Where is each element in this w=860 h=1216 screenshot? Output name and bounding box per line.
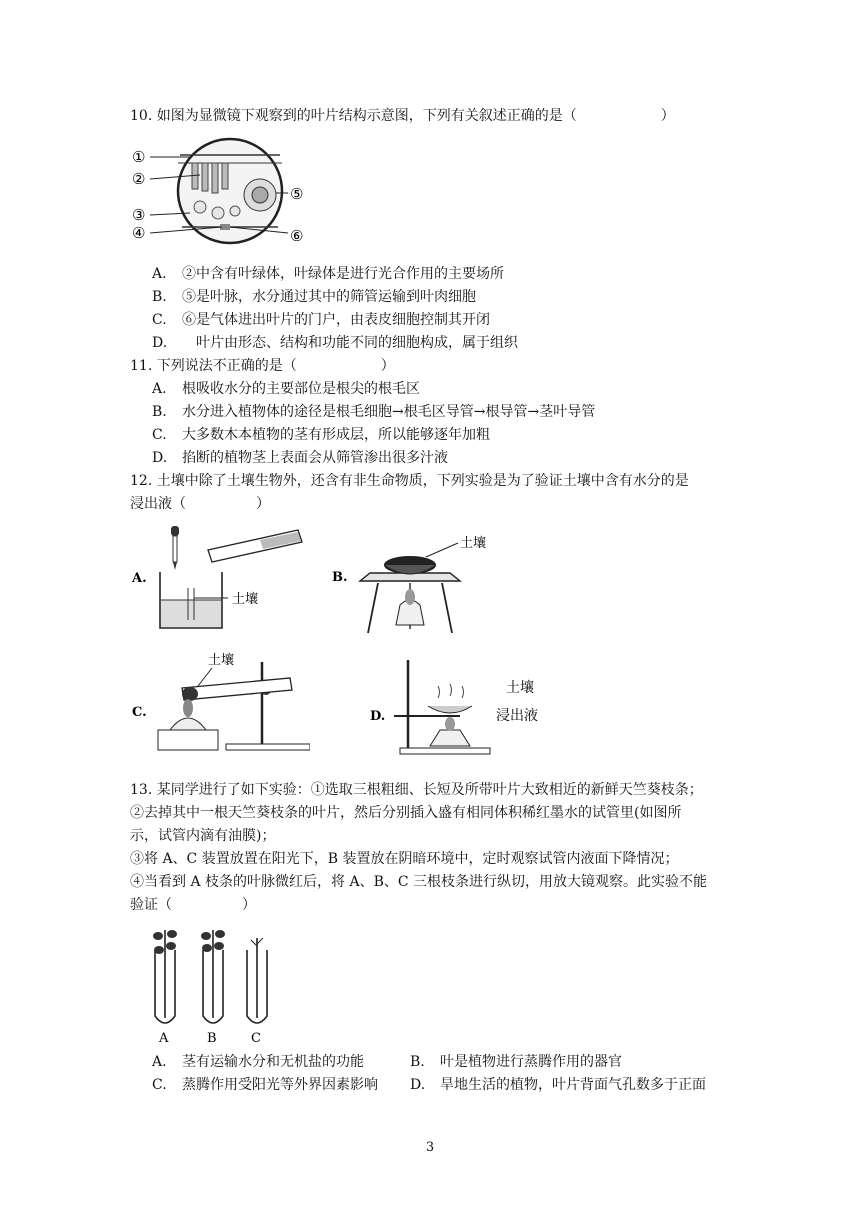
q10-option-a: A. ②中含有叶绿体，叶绿体是进行光合作用的主要场所	[152, 266, 504, 282]
leaf-structure-figure	[130, 135, 310, 247]
label-1: ①	[132, 148, 146, 166]
q12-figure-a	[130, 520, 310, 635]
figure-b-letter: B.	[332, 570, 348, 585]
label-4: ④	[132, 224, 146, 242]
soil-dish-icon	[384, 556, 436, 574]
tube-label-c: C	[251, 1031, 261, 1045]
figure-a-letter: A.	[132, 571, 147, 586]
q12-figure-c	[130, 650, 310, 755]
alcohol-lamp-icon	[430, 717, 470, 746]
figure-d-label-soil: 土壤	[506, 680, 534, 696]
q12-stem-line2: 浸出液（ ）	[130, 496, 270, 512]
tube-c	[247, 938, 267, 1023]
q13-option-c: C. 蒸腾作用受阳光等外界因素影响	[152, 1077, 378, 1093]
test-tube-icon	[208, 530, 302, 562]
q13-line-6: 验证（ ）	[130, 897, 256, 913]
dropper-icon	[171, 526, 179, 570]
q13-option-b: B. 叶是植物进行蒸腾作用的器官	[410, 1054, 622, 1070]
figure-c-label: 土壤	[208, 653, 235, 668]
q13-line-1: 13. 某同学进行了如下实验：①选取三根粗细、长短及所带叶片大致相近的新鲜天竺葵枝条；	[130, 782, 703, 798]
tilted-test-tube-icon	[182, 678, 292, 701]
q10-option-b: B. ⑤是叶脉，水分通过其中的筛管运输到叶肉细胞	[152, 289, 476, 305]
q10-option-d: D. 叶片由形态、结构和功能不同的细胞构成，属于组织	[152, 335, 518, 351]
q13-line-5: ④当看到 A 枝条的叶脉微红后，将 A、B、C 三根枝条进行纵切，用放大镜观察。此实验不能	[130, 874, 708, 890]
q12-figure-d	[330, 650, 570, 760]
label-5: ⑤	[290, 185, 304, 203]
label-3: ③	[132, 206, 146, 224]
q10-stem: 10. 如图为显微镜下观察到的叶片结构示意图，下列有关叙述正确的是（ ）	[130, 108, 675, 124]
alcohol-lamp-icon	[158, 699, 218, 750]
figure-a-label: 土壤	[232, 592, 259, 607]
label-2: ②	[132, 170, 146, 188]
q13-line-2: ②去掉其中一根天竺葵枝条的叶片，然后分别插入盛有相同体积稀红墨水的试管里(如图所	[130, 805, 682, 821]
q13-line-3: 示，试管内滴有油膜)；	[130, 828, 276, 844]
q13-line-4: ③将 A、C 装置放置在阳光下，B 装置放在阴暗环境中，定时观察试管内液面下降情况；	[130, 851, 679, 867]
tube-a	[153, 930, 177, 1023]
tube-b	[201, 930, 225, 1023]
figure-b-label: 土壤	[460, 536, 487, 551]
q12-stem-line1: 12. 土壤中除了土壤生物外，还含有非生命物质，下列实验是为了验证土壤中含有水分的是	[130, 473, 689, 489]
q11-option-b: B. 水分进入植物体的途径是根毛细胞→根毛区导管→根导管→茎叶导管	[152, 404, 596, 420]
evaporating-dish-icon	[428, 684, 472, 713]
q11-stem: 11. 下列说法不正确的是（ ）	[130, 358, 395, 374]
q13-option-d: D. 旱地生活的植物，叶片背面气孔数多于正面	[410, 1077, 706, 1093]
q12-figure-b	[330, 525, 520, 640]
figure-d-label-leachate: 浸出液	[496, 708, 538, 724]
q10-option-c: C. ⑥是气体进出叶片的门户，由表皮细胞控制其开闭	[152, 312, 490, 328]
iron-stand-icon	[226, 662, 310, 750]
q13-option-a: A. 茎有运输水分和无机盐的功能	[152, 1054, 364, 1070]
q11-option-c: C. 大多数木本植物的茎有形成层，所以能够逐年加粗	[152, 427, 490, 443]
tube-label-b: B	[207, 1031, 217, 1045]
q13-test-tubes-figure	[145, 920, 275, 1045]
alcohol-lamp-icon	[396, 589, 424, 625]
q11-option-d: D. 掐断的植物茎上表面会从筛管渗出很多汁液	[152, 450, 448, 466]
q11-option-a: A. 根吸收水分的主要部位是根尖的根毛区	[152, 381, 420, 397]
figure-c-letter: C.	[132, 705, 147, 720]
tube-label-a: A	[159, 1031, 169, 1045]
label-6: ⑥	[290, 227, 304, 245]
page-number: 3	[425, 1140, 435, 1155]
figure-d-letter: D.	[370, 709, 386, 724]
beaker-icon	[160, 572, 222, 628]
